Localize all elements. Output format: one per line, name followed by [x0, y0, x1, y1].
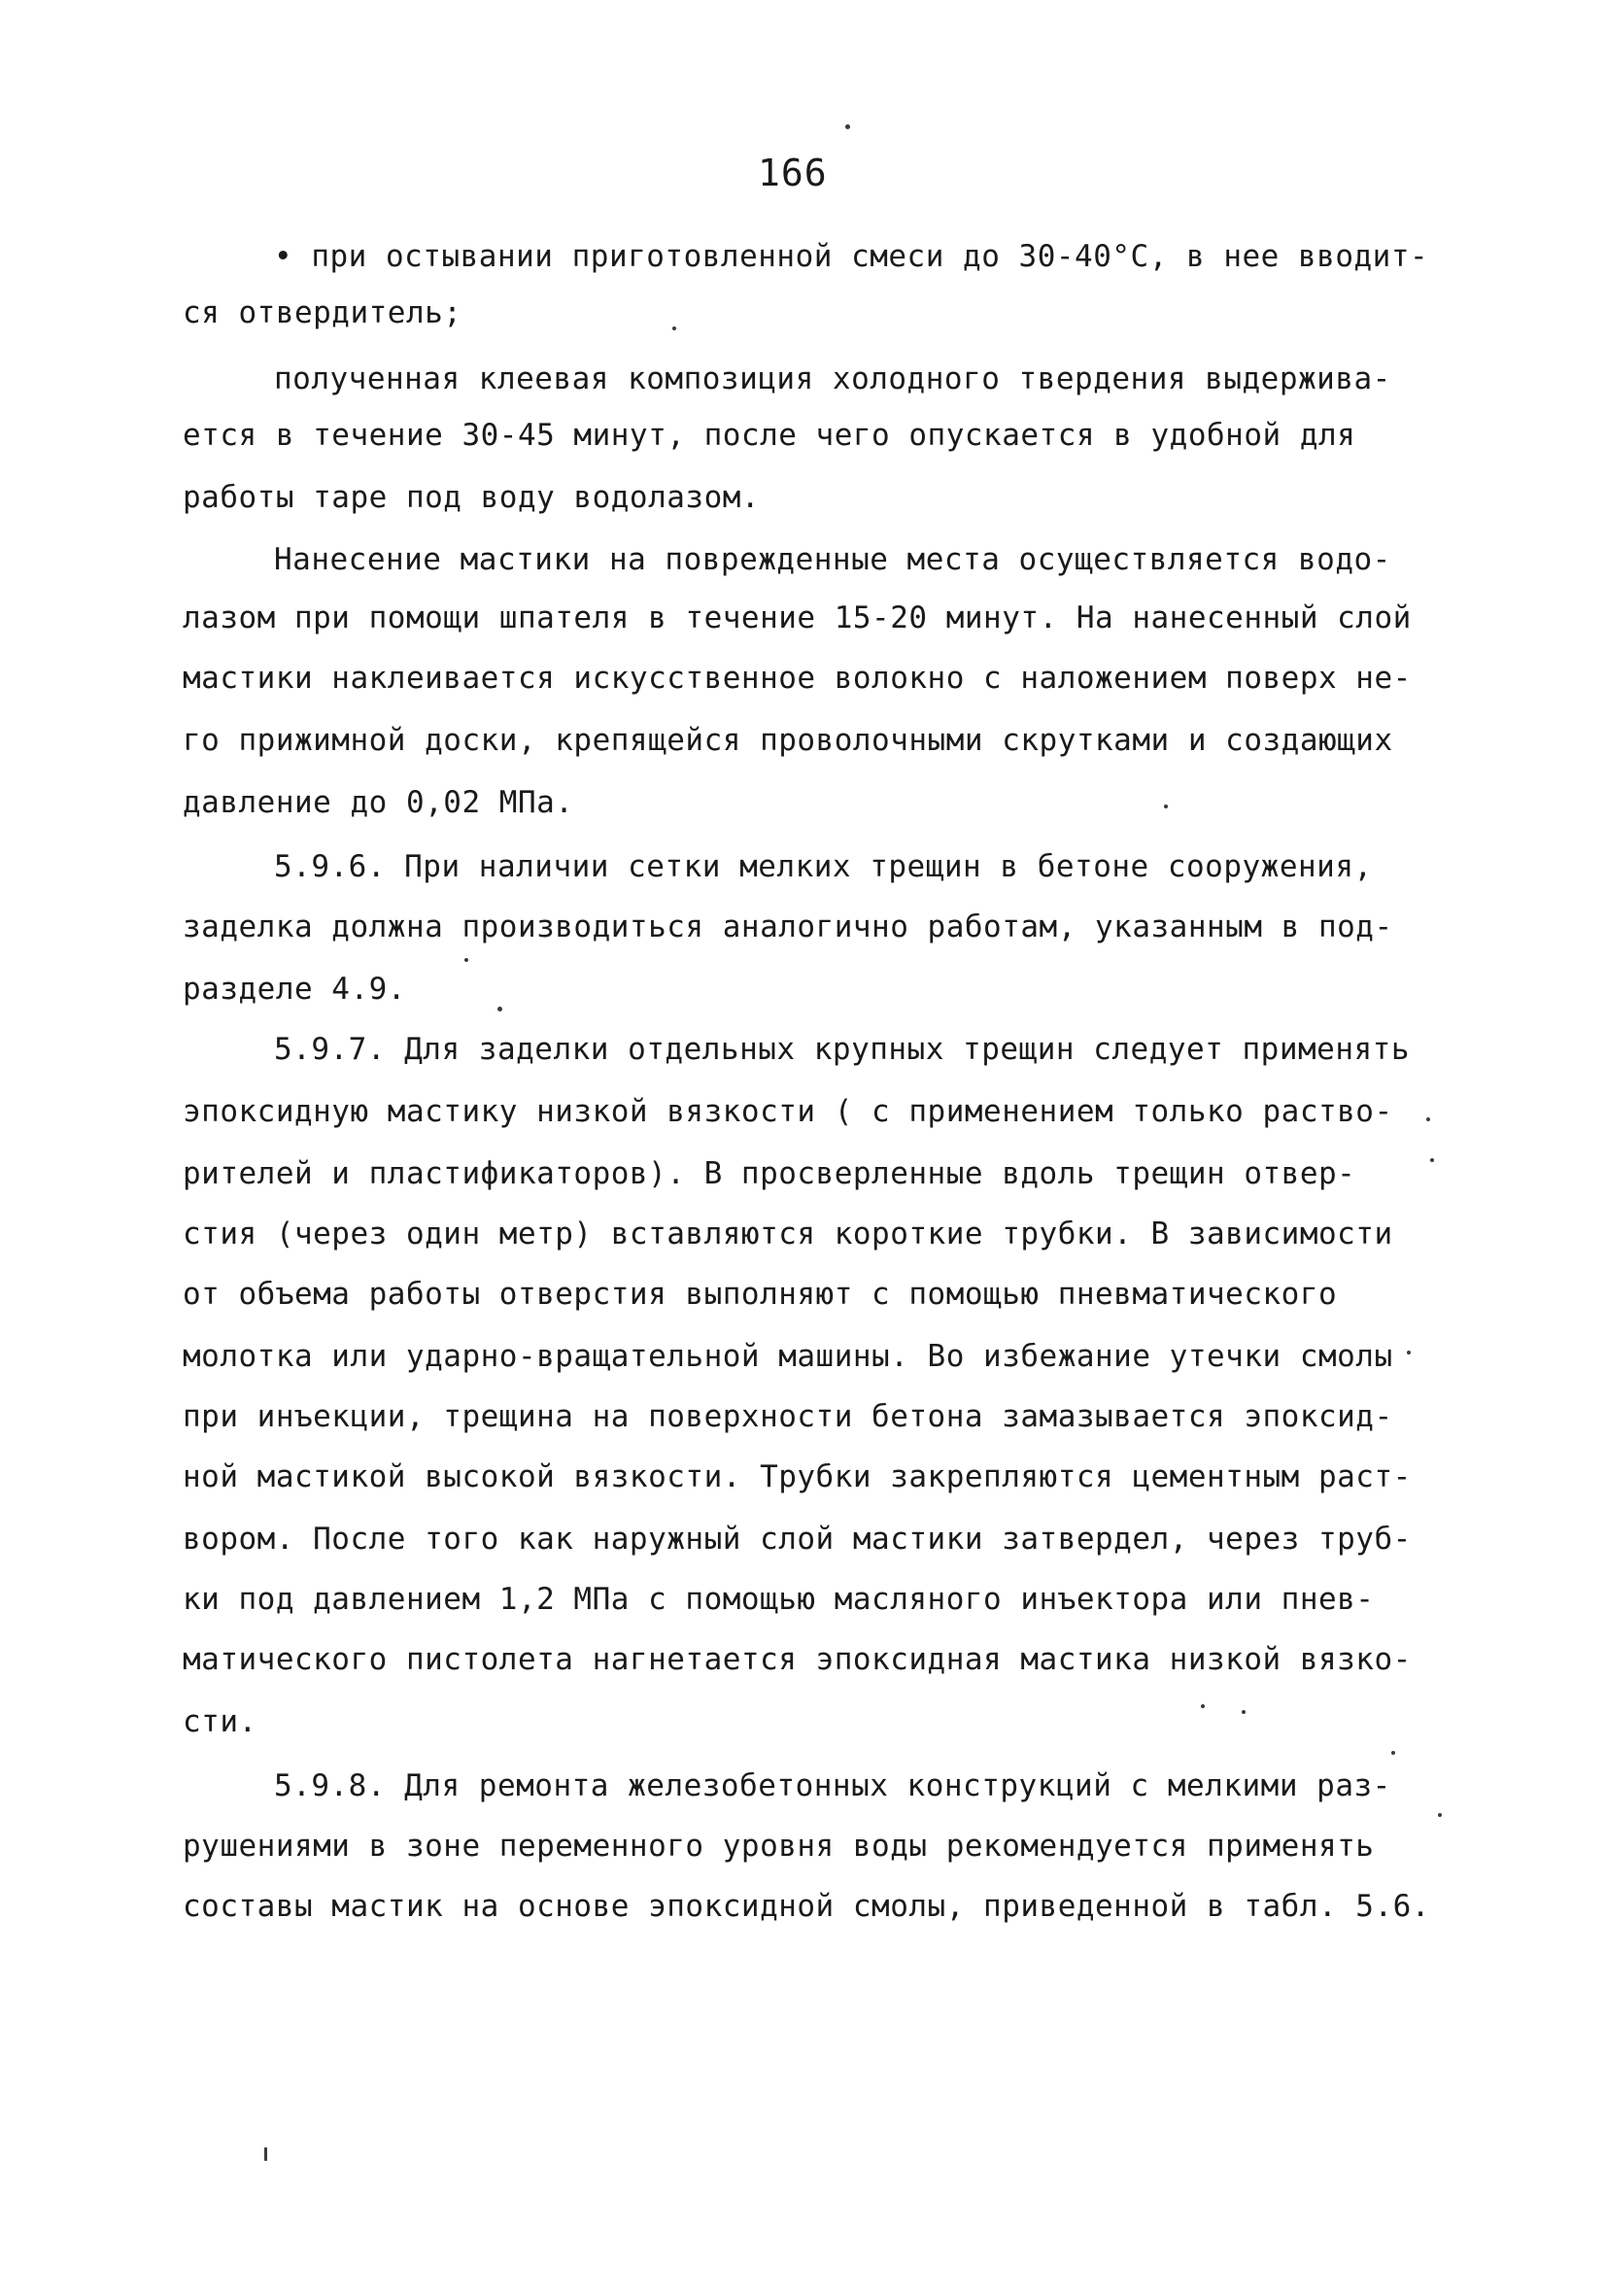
scan-speck [1407, 1351, 1411, 1354]
scan-speck [264, 2147, 267, 2161]
text-line: 5.9.6. При наличии сетки мелких трещин в бетоне сооружения, [274, 849, 1373, 884]
text-line: • при остывании приготовленной смеси до 30-40°С, в нее вводит- [274, 239, 1429, 274]
text-line: рушениями в зоне переменного уровня воды рекомендуется применять [183, 1829, 1375, 1864]
scan-speck [1242, 1710, 1246, 1714]
text-line: ся отвердитель; [183, 295, 462, 330]
scan-speck [1164, 805, 1168, 808]
text-line: разделе 4.9. [183, 972, 406, 1007]
text-line: лазом при помощи шпателя в течение 15-20 минут. На нанесенный слой [183, 600, 1412, 635]
text-line: при инъекции, трещина на поверхности бетона замазывается эпоксид- [183, 1399, 1393, 1434]
text-line: рителей и пластификаторов). В просверленные вдоль трещин отвер- [183, 1156, 1356, 1191]
text-line: работы таре под воду водолазом. [183, 480, 761, 515]
text-line: полученная клеевая композиция холодного твердения выдержива- [274, 361, 1391, 396]
scan-speck [1201, 1704, 1205, 1708]
text-line: молотка или ударно-вращательной машины. Во избежание утечки смолы [183, 1339, 1393, 1374]
text-line: от объема работы отверстия выполняют с помощью пневматического [183, 1277, 1338, 1312]
page-number: 166 [758, 152, 828, 194]
text-line: заделка должна производиться аналогично работам, указанным в под- [183, 909, 1393, 944]
text-line: матического пистолета нагнетается эпоксидная мастика низкой вязко- [183, 1642, 1412, 1677]
text-line: Нанесение мастики на поврежденные места осуществляется водо- [274, 542, 1391, 577]
scan-speck [464, 958, 468, 962]
text-line: 5.9.7. Для заделки отдельных крупных трещин следует применять [274, 1032, 1410, 1067]
text-line: эпоксидную мастику низкой вязкости ( с применением только раство- [183, 1094, 1393, 1129]
text-line: 5.9.8. Для ремонта железобетонных конструкций с мелкими раз- [274, 1768, 1391, 1803]
scan-speck [1426, 1117, 1430, 1121]
text-line: составы мастик на основе эпоксидной смолы, приведенной в табл. 5.6. [183, 1889, 1430, 1924]
text-line: го прижимной доски, крепящейся проволочными скрутками и создающих [183, 723, 1393, 758]
text-line: сти. [183, 1704, 257, 1739]
text-line: стия (через один метр) вставляются короткие трубки. В зависимости [183, 1217, 1393, 1251]
scan-speck [497, 1007, 502, 1011]
text-line: вором. После того как наружный слой мастики затвердел, через труб- [183, 1522, 1412, 1557]
scan-speck [845, 124, 850, 129]
text-line: ется в течение 30-45 минут, после чего опускается в удобной для [183, 418, 1356, 453]
scan-speck [1430, 1158, 1434, 1162]
text-line: мастики наклеивается искусственное волокно с наложением поверх не- [183, 661, 1412, 696]
scan-speck [672, 326, 676, 330]
text-line: ной мастикой высокой вязкости. Трубки закрепляются цементным раст- [183, 1459, 1412, 1494]
text-line: ки под давлением 1,2 МПа с помощью масляного инъектора или пнев- [183, 1582, 1375, 1617]
scan-speck [1391, 1751, 1395, 1755]
text-line: давление до 0,02 МПа. [183, 785, 574, 820]
scan-speck [1438, 1813, 1442, 1817]
